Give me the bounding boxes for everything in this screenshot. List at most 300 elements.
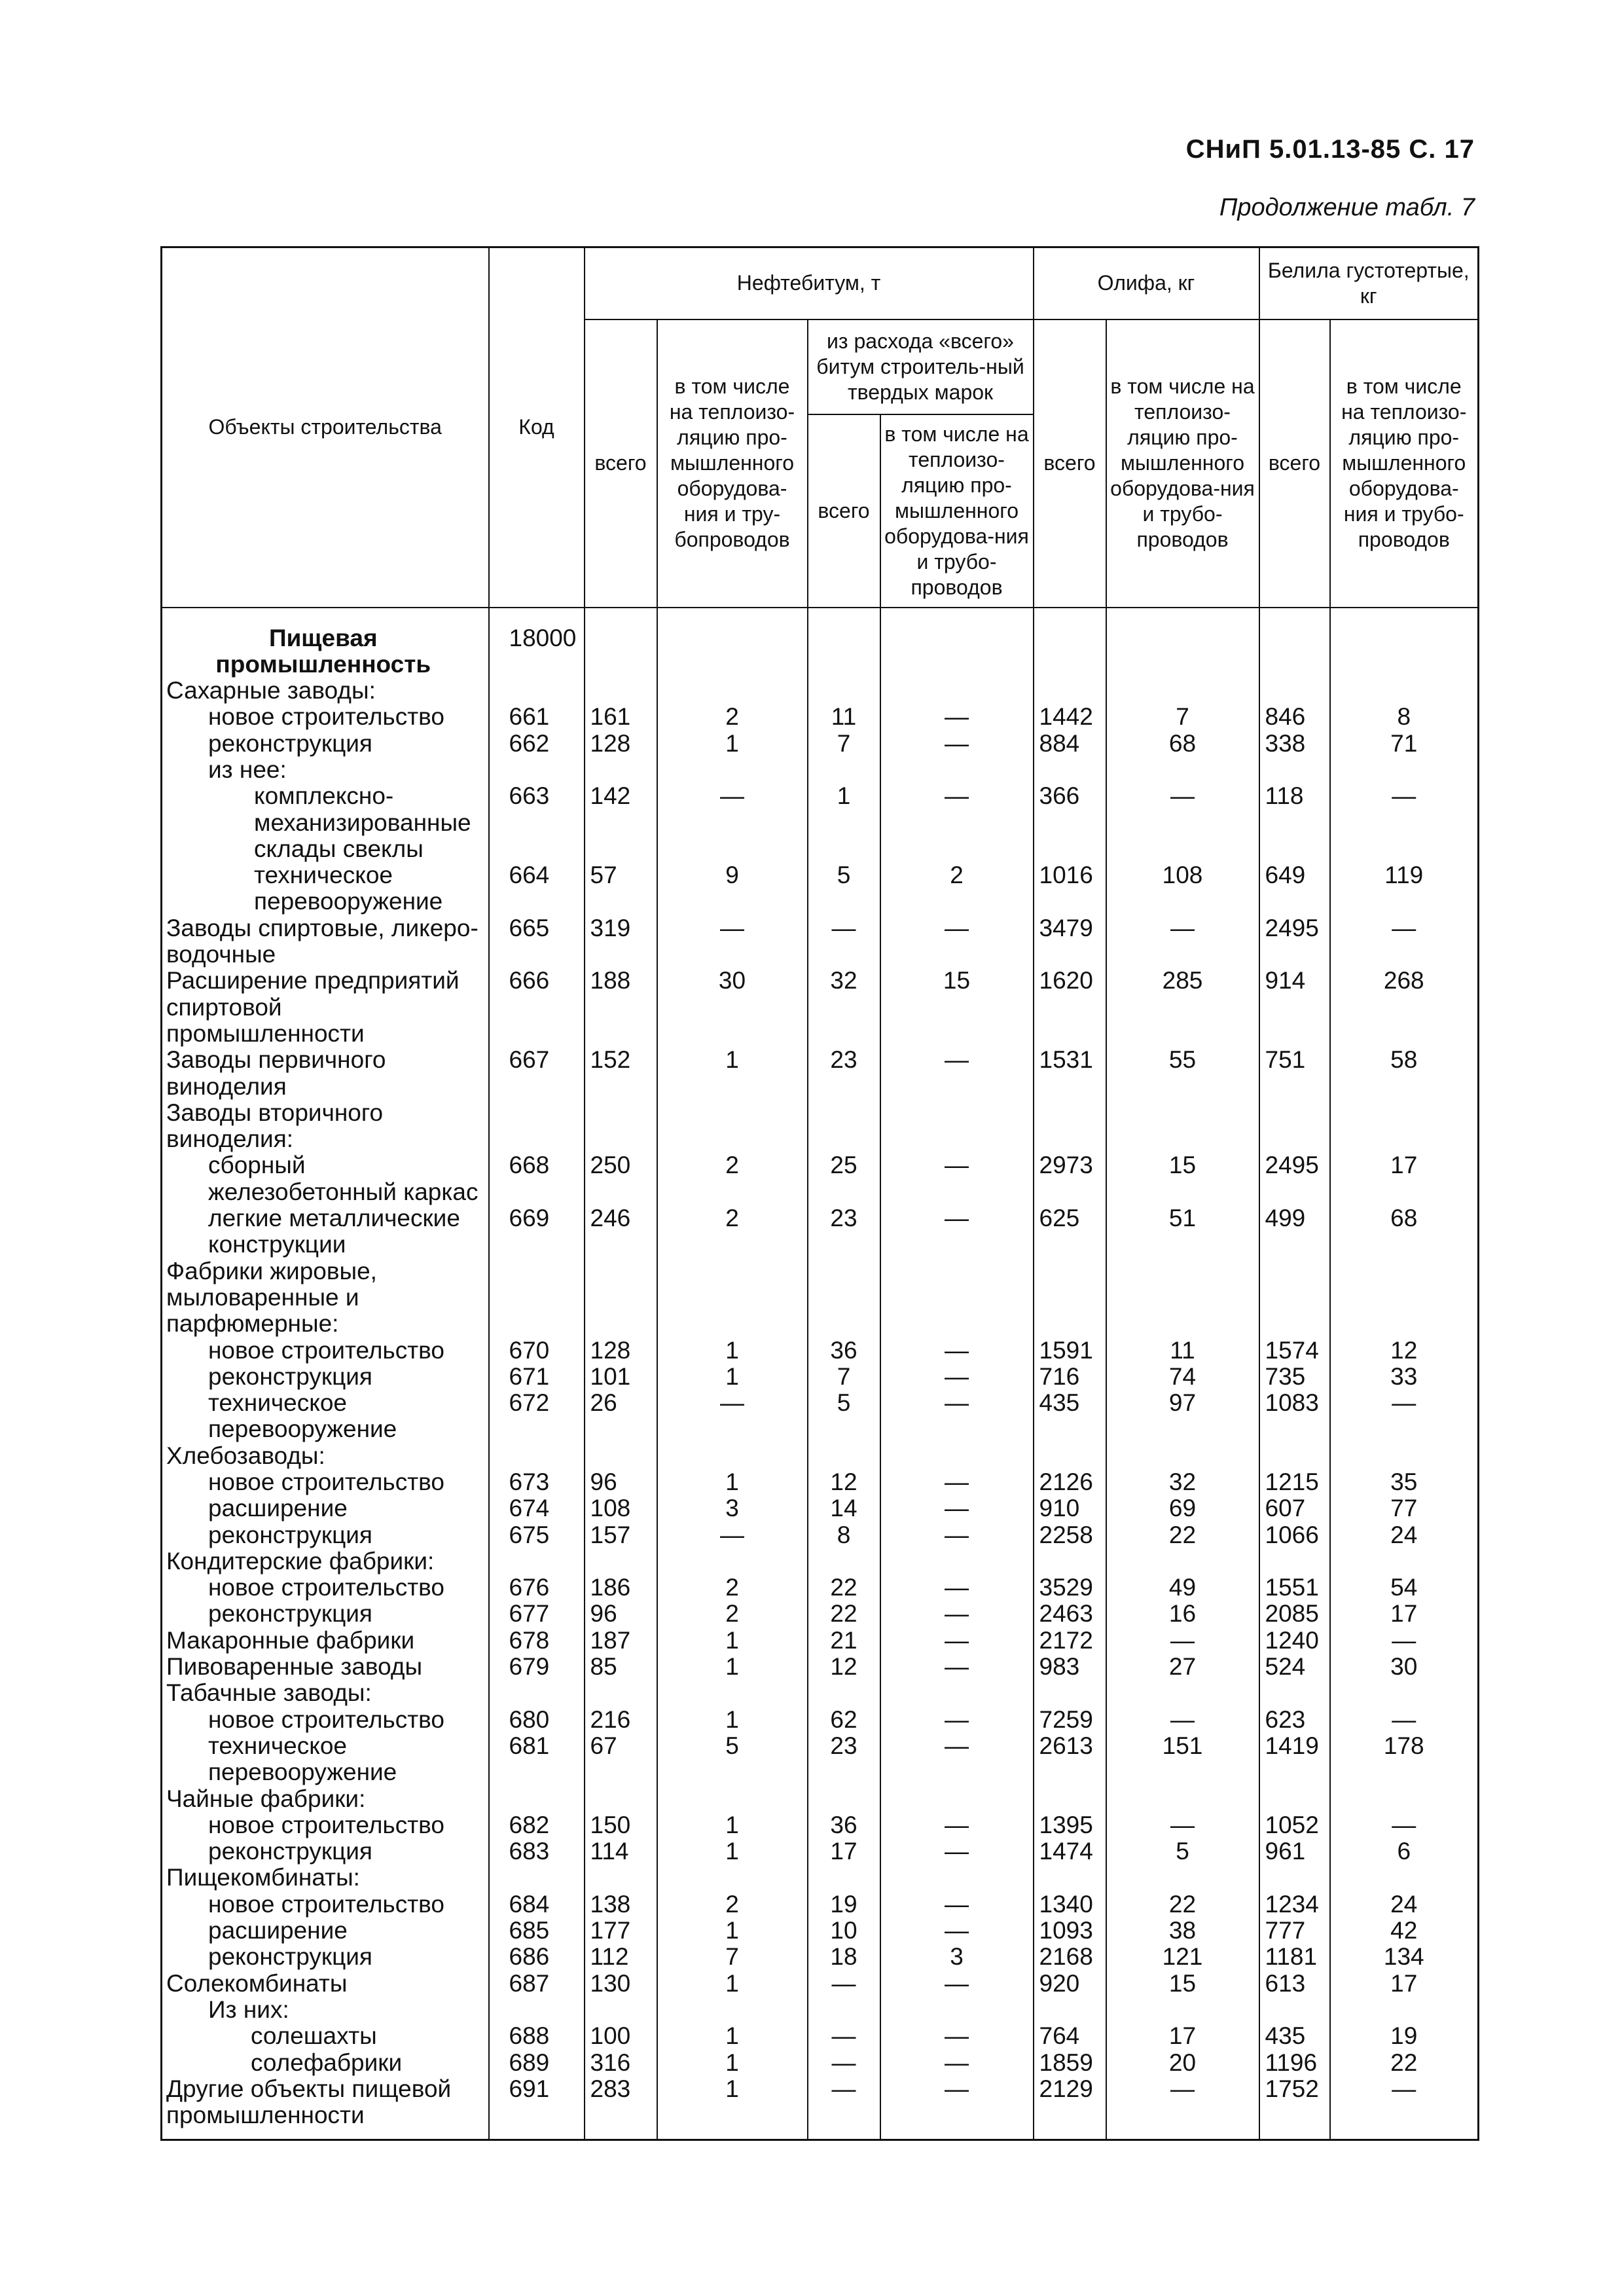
- col-header-belila: Белила густотертые, кг: [1259, 247, 1479, 319]
- cell-bitum-total: 316: [585, 2050, 657, 2076]
- cell-olifa-total: 1395: [1034, 1812, 1106, 1838]
- cell-olifa-total: 1442: [1034, 704, 1106, 730]
- cell-olifa-total: 366: [1034, 783, 1106, 862]
- cell-olifa-insulation: 151: [1106, 1733, 1259, 1786]
- cell-olifa-total: [1034, 1997, 1106, 2023]
- cell-belila-total: 961: [1259, 1838, 1330, 1865]
- cell-olifa-insulation: 38: [1106, 1918, 1259, 1944]
- table-row: [162, 608, 1479, 678]
- cell-bitum-total: 128: [585, 731, 657, 757]
- row-code: 666: [489, 968, 585, 1047]
- cell-olifa-insulation: 11: [1106, 1338, 1259, 1364]
- cell-construction-bitumen-total: 10: [808, 1918, 880, 1944]
- cell-bitum-insulation: 1: [657, 731, 808, 757]
- cell-belila-total: [1259, 678, 1330, 704]
- cell-bitum-insulation: 2: [657, 1152, 808, 1205]
- cell-construction-bitumen-insulation: [880, 1997, 1034, 2023]
- cell-belila-total: [1259, 1548, 1330, 1575]
- table-row: [162, 1628, 1479, 1654]
- col-header-code: Код: [489, 247, 585, 608]
- cell-bitum-insulation: [657, 1680, 808, 1706]
- row-code: [489, 757, 585, 783]
- cell-belila-insulation: —: [1330, 1390, 1479, 1443]
- row-object-name: новое строительство: [162, 1812, 489, 1838]
- row-object-name: новое строительство: [162, 1469, 489, 1495]
- cell-olifa-total: 1620: [1034, 968, 1106, 1047]
- cell-construction-bitumen-insulation: —: [880, 704, 1034, 730]
- col-header-construction-bitumen-insulation: в том числе на теплоизо-ляцию про-мышленного оборудова-ния и трубо-проводов: [880, 414, 1034, 608]
- cell-bitum-insulation: 2: [657, 1601, 808, 1627]
- cell-bitum-insulation: [657, 757, 808, 783]
- row-object-name: реконструкция: [162, 1601, 489, 1627]
- cell-bitum-insulation: [657, 1100, 808, 1153]
- cell-olifa-insulation: [1106, 1100, 1259, 1153]
- cell-olifa-total: 2126: [1034, 1469, 1106, 1495]
- table-row: [162, 1838, 1479, 1865]
- cell-belila-total: 1574: [1259, 1338, 1330, 1364]
- cell-construction-bitumen-total: 11: [808, 704, 880, 730]
- row-object-name: из нее:: [162, 757, 489, 783]
- cell-bitum-insulation: 1: [657, 1469, 808, 1495]
- cell-olifa-insulation: [1106, 1865, 1259, 1891]
- cell-bitum-insulation: [657, 678, 808, 704]
- row-object-name: новое строительство: [162, 1707, 489, 1733]
- cell-belila-insulation: 42: [1330, 1918, 1479, 1944]
- cell-bitum-total: 96: [585, 1601, 657, 1627]
- cell-belila-insulation: —: [1330, 1707, 1479, 1733]
- cell-belila-total: 1215: [1259, 1469, 1330, 1495]
- cell-olifa-insulation: 16: [1106, 1601, 1259, 1627]
- cell-construction-bitumen-insulation: 15: [880, 968, 1034, 1047]
- cell-construction-bitumen-total: 22: [808, 1601, 880, 1627]
- cell-bitum-total: 108: [585, 1495, 657, 1522]
- cell-belila-insulation: [1330, 1865, 1479, 1891]
- col-header-construction-bitumen: из расхода «всего» битум строитель-ный твердых марок: [808, 319, 1034, 414]
- row-code: 661: [489, 704, 585, 730]
- cell-bitum-insulation: 1: [657, 1628, 808, 1654]
- row-object-name: Заводы спиртовые, ликеро-водочные: [162, 915, 489, 968]
- cell-bitum-insulation: 7: [657, 1944, 808, 1970]
- cell-bitum-insulation: 1: [657, 1838, 808, 1865]
- cell-belila-insulation: 268: [1330, 968, 1479, 1047]
- row-object-name: расширение: [162, 1495, 489, 1522]
- cell-belila-insulation: [1330, 1548, 1479, 1575]
- cell-olifa-total: 1591: [1034, 1338, 1106, 1364]
- cell-construction-bitumen-insulation: —: [880, 1047, 1034, 1100]
- cell-construction-bitumen-total: 7: [808, 1364, 880, 1390]
- cell-olifa-insulation: 108: [1106, 862, 1259, 915]
- row-object-name: новое строительство: [162, 1891, 489, 1918]
- cell-bitum-total: 161: [585, 704, 657, 730]
- table-row: [162, 1971, 1479, 1997]
- cell-olifa-total: [1034, 1443, 1106, 1469]
- cell-bitum-insulation: —: [657, 915, 808, 968]
- cell-belila-insulation: 178: [1330, 1733, 1479, 1786]
- cell-bitum-total: 130: [585, 1971, 657, 1997]
- row-object-name: новое строительство: [162, 704, 489, 730]
- cell-bitum-insulation: [657, 1258, 808, 1338]
- cell-construction-bitumen-total: 7: [808, 731, 880, 757]
- cell-belila-total: [1259, 608, 1330, 678]
- row-object-name: легкие металлические конструкции: [162, 1205, 489, 1258]
- row-code: 689: [489, 2050, 585, 2076]
- cell-olifa-insulation: 22: [1106, 1522, 1259, 1548]
- cell-belila-insulation: 17: [1330, 1152, 1479, 1205]
- cell-belila-total: [1259, 1258, 1330, 1338]
- cell-construction-bitumen-insulation: —: [880, 783, 1034, 862]
- row-object-name: Фабрики жировые, мыловаренные и парфюмерные:: [162, 1258, 489, 1338]
- row-object-name: Кондитерские фабрики:: [162, 1548, 489, 1575]
- cell-belila-insulation: [1330, 608, 1479, 678]
- cell-construction-bitumen-total: [808, 1680, 880, 1706]
- cell-olifa-total: 1531: [1034, 1047, 1106, 1100]
- row-object-name: Пивоваренные заводы: [162, 1654, 489, 1680]
- cell-olifa-total: 1474: [1034, 1838, 1106, 1865]
- table-row: [162, 2050, 1479, 2076]
- table-row: [162, 1918, 1479, 1944]
- table-row: [162, 862, 1479, 915]
- cell-bitum-insulation: 2: [657, 1575, 808, 1601]
- cell-olifa-total: 1859: [1034, 2050, 1106, 2076]
- cell-construction-bitumen-total: 36: [808, 1812, 880, 1838]
- cell-olifa-total: [1034, 1680, 1106, 1706]
- cell-bitum-total: 152: [585, 1047, 657, 1100]
- row-code: 667: [489, 1047, 585, 1100]
- cell-belila-total: 613: [1259, 1971, 1330, 1997]
- cell-construction-bitumen-total: 22: [808, 1575, 880, 1601]
- cell-olifa-insulation: [1106, 1258, 1259, 1338]
- row-object-name: Заводы первичного виноделия: [162, 1047, 489, 1100]
- row-object-name: солешахты: [162, 2023, 489, 2049]
- cell-bitum-insulation: 5: [657, 1733, 808, 1786]
- cell-olifa-insulation: 74: [1106, 1364, 1259, 1390]
- cell-construction-bitumen-total: [808, 1548, 880, 1575]
- cell-construction-bitumen-insulation: —: [880, 1390, 1034, 1443]
- cell-construction-bitumen-insulation: —: [880, 1971, 1034, 1997]
- row-code: 678: [489, 1628, 585, 1654]
- cell-construction-bitumen-insulation: —: [880, 1601, 1034, 1627]
- cell-olifa-insulation: 17: [1106, 2023, 1259, 2049]
- cell-olifa-insulation: 32: [1106, 1469, 1259, 1495]
- cell-belila-total: 649: [1259, 862, 1330, 915]
- row-code: 686: [489, 1944, 585, 1970]
- cell-olifa-insulation: 51: [1106, 1205, 1259, 1258]
- cell-construction-bitumen-total: 14: [808, 1495, 880, 1522]
- cell-olifa-insulation: [1106, 1680, 1259, 1706]
- row-code: 673: [489, 1469, 585, 1495]
- row-code: [489, 1786, 585, 1812]
- cell-olifa-total: [1034, 678, 1106, 704]
- row-code: 688: [489, 2023, 585, 2049]
- cell-construction-bitumen-total: 23: [808, 1733, 880, 1786]
- cell-bitum-total: 319: [585, 915, 657, 968]
- cell-olifa-total: 3529: [1034, 1575, 1106, 1601]
- cell-olifa-insulation: —: [1106, 1628, 1259, 1654]
- cell-belila-total: [1259, 1100, 1330, 1153]
- row-code: [489, 1680, 585, 1706]
- row-code: 669: [489, 1205, 585, 1258]
- row-object-name: Солекомбинаты: [162, 1971, 489, 1997]
- cell-belila-total: 1196: [1259, 2050, 1330, 2076]
- cell-bitum-total: [585, 1258, 657, 1338]
- cell-bitum-total: [585, 608, 657, 678]
- cell-construction-bitumen-insulation: —: [880, 1364, 1034, 1390]
- row-object-name: Пищекомбинаты:: [162, 1865, 489, 1891]
- cell-construction-bitumen-total: —: [808, 915, 880, 968]
- table-row: [162, 1495, 1479, 1522]
- col-header-construction-bitumen-total: всего: [808, 414, 880, 608]
- cell-construction-bitumen-insulation: —: [880, 1891, 1034, 1918]
- cell-bitum-total: 283: [585, 2076, 657, 2140]
- cell-belila-total: [1259, 757, 1330, 783]
- cell-olifa-total: 1340: [1034, 1891, 1106, 1918]
- row-code: 679: [489, 1654, 585, 1680]
- cell-bitum-total: 114: [585, 1838, 657, 1865]
- row-code: 685: [489, 1918, 585, 1944]
- cell-belila-insulation: 77: [1330, 1495, 1479, 1522]
- cell-bitum-insulation: [657, 1443, 808, 1469]
- cell-construction-bitumen-insulation: —: [880, 1152, 1034, 1205]
- cell-belila-insulation: —: [1330, 915, 1479, 968]
- row-code: 682: [489, 1812, 585, 1838]
- col-header-belila-total: всего: [1259, 319, 1330, 608]
- cell-belila-insulation: 71: [1330, 731, 1479, 757]
- cell-bitum-total: 186: [585, 1575, 657, 1601]
- cell-construction-bitumen-insulation: [880, 608, 1034, 678]
- cell-construction-bitumen-insulation: [880, 1786, 1034, 1812]
- cell-bitum-insulation: 1: [657, 2050, 808, 2076]
- row-object-name: новое строительство: [162, 1338, 489, 1364]
- row-code: 683: [489, 1838, 585, 1865]
- cell-belila-insulation: 119: [1330, 862, 1479, 915]
- cell-olifa-insulation: [1106, 1443, 1259, 1469]
- table-row: [162, 1654, 1479, 1680]
- cell-bitum-total: 216: [585, 1707, 657, 1733]
- cell-construction-bitumen-insulation: —: [880, 1522, 1034, 1548]
- cell-construction-bitumen-total: 12: [808, 1469, 880, 1495]
- cell-construction-bitumen-total: [808, 1997, 880, 2023]
- cell-bitum-insulation: 1: [657, 1338, 808, 1364]
- cell-olifa-total: 983: [1034, 1654, 1106, 1680]
- cell-belila-total: 1234: [1259, 1891, 1330, 1918]
- cell-belila-total: 777: [1259, 1918, 1330, 1944]
- cell-olifa-insulation: 55: [1106, 1047, 1259, 1100]
- cell-construction-bitumen-insulation: —: [880, 1838, 1034, 1865]
- cell-bitum-insulation: 1: [657, 1654, 808, 1680]
- cell-construction-bitumen-total: 21: [808, 1628, 880, 1654]
- cell-belila-insulation: [1330, 1258, 1479, 1338]
- cell-belila-insulation: [1330, 1680, 1479, 1706]
- table-row: [162, 2023, 1479, 2049]
- cell-bitum-insulation: 1: [657, 1918, 808, 1944]
- cell-belila-insulation: [1330, 1443, 1479, 1469]
- table-row: [162, 704, 1479, 730]
- cell-olifa-insulation: —: [1106, 1812, 1259, 1838]
- table-row: [162, 1812, 1479, 1838]
- cell-belila-total: 914: [1259, 968, 1330, 1047]
- cell-olifa-insulation: 69: [1106, 1495, 1259, 1522]
- document-reference: СНиП 5.01.13-85 С. 17: [1185, 135, 1475, 164]
- cell-bitum-total: [585, 1548, 657, 1575]
- table-row: [162, 1997, 1479, 2023]
- cell-belila-total: 735: [1259, 1364, 1330, 1390]
- cell-olifa-insulation: 7: [1106, 704, 1259, 730]
- cell-olifa-insulation: 22: [1106, 1891, 1259, 1918]
- row-object-name: реконструкция: [162, 1838, 489, 1865]
- cell-belila-total: 499: [1259, 1205, 1330, 1258]
- cell-olifa-total: 2613: [1034, 1733, 1106, 1786]
- table-row: [162, 915, 1479, 968]
- cell-construction-bitumen-total: [808, 1100, 880, 1153]
- row-code: 675: [489, 1522, 585, 1548]
- cell-construction-bitumen-total: —: [808, 2076, 880, 2140]
- row-code: 687: [489, 1971, 585, 1997]
- cell-construction-bitumen-total: 12: [808, 1654, 880, 1680]
- cell-olifa-total: [1034, 1786, 1106, 1812]
- cell-construction-bitumen-insulation: —: [880, 1628, 1034, 1654]
- cell-belila-total: 1419: [1259, 1733, 1330, 1786]
- col-header-belila-insulation: в том числе на теплоизо-ляцию про-мышленного оборудова-ния и трубо-проводов: [1330, 319, 1479, 608]
- cell-construction-bitumen-insulation: —: [880, 2050, 1034, 2076]
- row-object-name: Другие объекты пищевой промышленности: [162, 2076, 489, 2140]
- table-row: [162, 1707, 1479, 1733]
- cell-olifa-total: 910: [1034, 1495, 1106, 1522]
- cell-bitum-total: 128: [585, 1338, 657, 1364]
- cell-construction-bitumen-total: [808, 1258, 880, 1338]
- cell-construction-bitumen-total: [808, 1786, 880, 1812]
- cell-bitum-total: [585, 1997, 657, 2023]
- cell-bitum-insulation: [657, 608, 808, 678]
- table-row: [162, 1891, 1479, 1918]
- table-row: [162, 1522, 1479, 1548]
- cell-construction-bitumen-total: [808, 757, 880, 783]
- cell-construction-bitumen-total: 23: [808, 1047, 880, 1100]
- cell-construction-bitumen-insulation: —: [880, 1338, 1034, 1364]
- cell-bitum-total: 157: [585, 1522, 657, 1548]
- cell-olifa-insulation: [1106, 678, 1259, 704]
- cell-construction-bitumen-insulation: [880, 1100, 1034, 1153]
- table-row: [162, 1364, 1479, 1390]
- row-object-name: реконструкция: [162, 731, 489, 757]
- row-object-name: техническое перевооружение: [162, 1390, 489, 1443]
- cell-construction-bitumen-insulation: —: [880, 1812, 1034, 1838]
- cell-bitum-insulation: 1: [657, 1707, 808, 1733]
- cell-bitum-total: 177: [585, 1918, 657, 1944]
- cell-bitum-total: 101: [585, 1364, 657, 1390]
- cell-bitum-insulation: [657, 1548, 808, 1575]
- cell-olifa-insulation: 15: [1106, 1971, 1259, 1997]
- cell-olifa-insulation: 27: [1106, 1654, 1259, 1680]
- cell-bitum-insulation: 2: [657, 1205, 808, 1258]
- cell-bitum-insulation: [657, 1865, 808, 1891]
- cell-olifa-total: 716: [1034, 1364, 1106, 1390]
- cell-construction-bitumen-insulation: [880, 757, 1034, 783]
- cell-belila-insulation: [1330, 678, 1479, 704]
- cell-belila-insulation: 12: [1330, 1338, 1479, 1364]
- cell-belila-insulation: —: [1330, 1628, 1479, 1654]
- col-header-olifa-total: всего: [1034, 319, 1106, 608]
- cell-bitum-insulation: 1: [657, 2023, 808, 2049]
- table-row: [162, 1680, 1479, 1706]
- table-row: [162, 1100, 1479, 1153]
- cell-olifa-insulation: —: [1106, 1707, 1259, 1733]
- cell-belila-total: [1259, 1680, 1330, 1706]
- cell-belila-insulation: [1330, 1997, 1479, 2023]
- cell-belila-total: 1181: [1259, 1944, 1330, 1970]
- cell-bitum-total: 142: [585, 783, 657, 862]
- cell-belila-insulation: 30: [1330, 1654, 1479, 1680]
- cell-belila-total: 1066: [1259, 1522, 1330, 1548]
- cell-bitum-insulation: [657, 1786, 808, 1812]
- cell-bitum-total: [585, 1100, 657, 1153]
- cell-belila-total: 338: [1259, 731, 1330, 757]
- cell-bitum-insulation: 1: [657, 1364, 808, 1390]
- row-code: 676: [489, 1575, 585, 1601]
- cell-construction-bitumen-insulation: —: [880, 1495, 1034, 1522]
- table-row: [162, 1047, 1479, 1100]
- cell-olifa-total: 2463: [1034, 1601, 1106, 1627]
- cell-belila-total: 623: [1259, 1707, 1330, 1733]
- row-code: [489, 1443, 585, 1469]
- table-row: [162, 1548, 1479, 1575]
- cell-olifa-insulation: 15: [1106, 1152, 1259, 1205]
- cell-construction-bitumen-total: 19: [808, 1891, 880, 1918]
- cell-construction-bitumen-total: [808, 1443, 880, 1469]
- cell-belila-total: 607: [1259, 1495, 1330, 1522]
- row-object-name: техническое перевооружение: [162, 862, 489, 915]
- cell-belila-insulation: 17: [1330, 1971, 1479, 1997]
- cell-construction-bitumen-insulation: —: [880, 1205, 1034, 1258]
- cell-construction-bitumen-total: —: [808, 2023, 880, 2049]
- col-header-olifa-insulation: в том числе на теплоизо-ляцию про-мышленного оборудова-ния и трубо-проводов: [1106, 319, 1259, 608]
- row-object-name: Расширение предприятий спиртовой промышленности: [162, 968, 489, 1047]
- cell-belila-total: [1259, 1443, 1330, 1469]
- row-code: 670: [489, 1338, 585, 1364]
- row-object-name: реконструкция: [162, 1364, 489, 1390]
- cell-bitum-insulation: [657, 1997, 808, 2023]
- cell-olifa-total: 3479: [1034, 915, 1106, 968]
- cell-olifa-total: 1016: [1034, 862, 1106, 915]
- table-row: [162, 1443, 1479, 1469]
- table-row: [162, 731, 1479, 757]
- row-object-name: Табачные заводы:: [162, 1680, 489, 1706]
- table-row: [162, 757, 1479, 783]
- row-object-name: реконструкция: [162, 1944, 489, 1970]
- cell-belila-total: 1083: [1259, 1390, 1330, 1443]
- row-code: 664: [489, 862, 585, 915]
- cell-belila-insulation: 54: [1330, 1575, 1479, 1601]
- row-object-name: реконструкция: [162, 1522, 489, 1548]
- cell-olifa-insulation: —: [1106, 2076, 1259, 2140]
- cell-bitum-total: [585, 1680, 657, 1706]
- cell-olifa-total: 7259: [1034, 1707, 1106, 1733]
- cell-olifa-total: [1034, 608, 1106, 678]
- row-object-name: Заводы вторичного виноделия:: [162, 1100, 489, 1153]
- cell-belila-insulation: [1330, 757, 1479, 783]
- row-object-name: Пищевая промышленность: [162, 608, 489, 678]
- row-object-name: солефабрики: [162, 2050, 489, 2076]
- cell-belila-total: [1259, 1997, 1330, 2023]
- cell-construction-bitumen-insulation: [880, 678, 1034, 704]
- cell-olifa-insulation: [1106, 757, 1259, 783]
- table-row: [162, 1865, 1479, 1891]
- row-code: 662: [489, 731, 585, 757]
- row-code: [489, 1258, 585, 1338]
- cell-olifa-insulation: [1106, 608, 1259, 678]
- row-code: [489, 1100, 585, 1153]
- col-header-bitum-insulation: в том числе на теплоизо-ляцию про-мышленного оборудова-ния и тру-бопроводов: [657, 319, 808, 608]
- cell-olifa-total: 625: [1034, 1205, 1106, 1258]
